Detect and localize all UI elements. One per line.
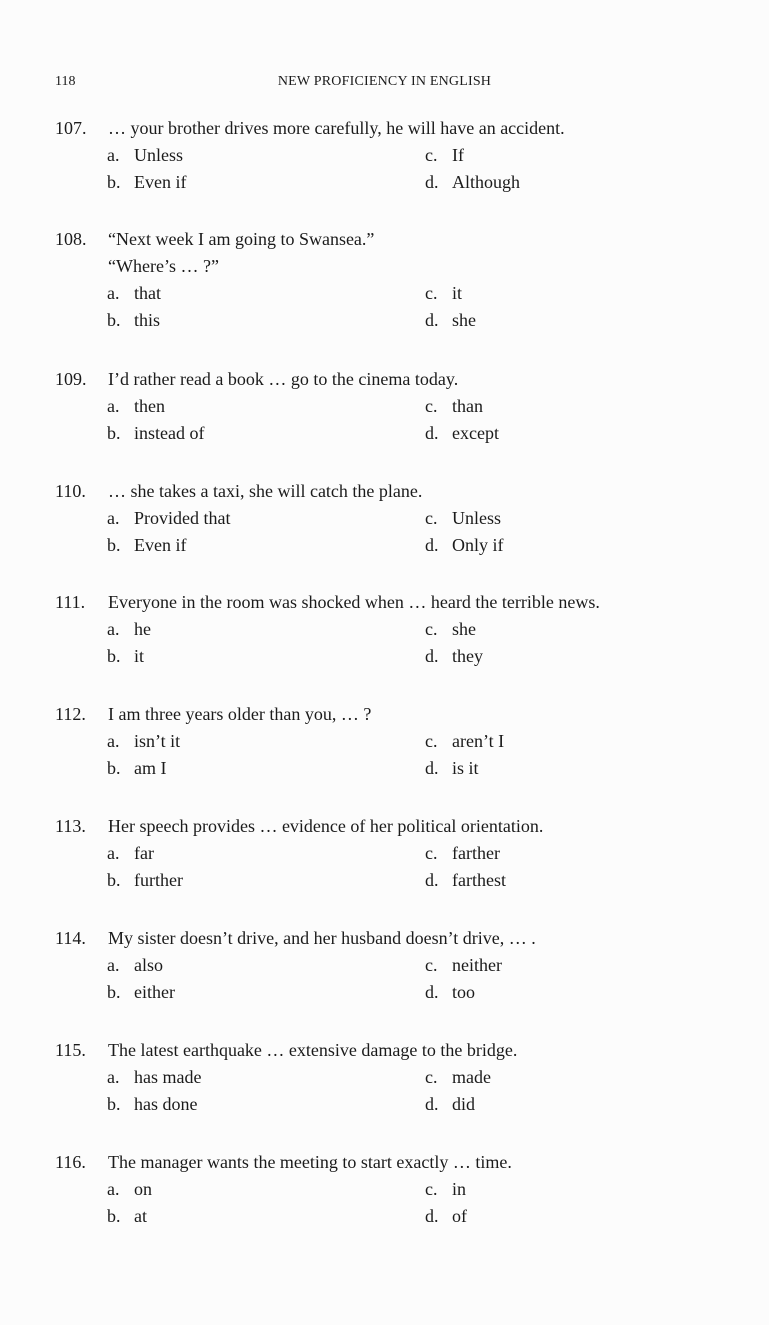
option-b: b. this — [107, 310, 161, 330]
option-d: d. she — [425, 310, 476, 330]
question-text: Everyone in the room was shocked when … heard the terrible news. — [108, 592, 600, 612]
answer-options — [55, 616, 765, 672]
question-108 — [55, 226, 765, 336]
option-a: a. has made — [107, 1067, 202, 1087]
question-111 — [55, 589, 765, 672]
option-d: d. except — [425, 423, 499, 443]
answer-options — [55, 393, 765, 449]
question-number: 111. — [55, 592, 86, 612]
question-text: I am three years older than you, … ? — [108, 704, 372, 724]
option-c: c. made — [425, 1067, 491, 1087]
answer-options — [55, 728, 765, 784]
answer-options — [55, 505, 765, 561]
question-text: Her speech provides … evidence of her political orientation. — [108, 816, 544, 836]
question-stem-continued — [55, 253, 765, 280]
answer-options — [55, 1064, 765, 1120]
question-text: “Where’s … ?” — [108, 256, 219, 276]
question-text: The manager wants the meeting to start exactly … time. — [108, 1152, 512, 1172]
answer-options — [55, 142, 765, 198]
question-stem — [55, 478, 765, 505]
question-number: 112. — [55, 704, 86, 724]
option-a: a. on — [107, 1179, 152, 1199]
question-number: 115. — [55, 1040, 86, 1060]
option-d: d. farthest — [425, 870, 506, 890]
option-a: a. also — [107, 955, 163, 975]
option-b: b. either — [107, 982, 175, 1002]
option-b: b. Even if — [107, 172, 187, 192]
option-b: b. at — [107, 1206, 147, 1226]
question-114 — [55, 925, 765, 1008]
option-c: c. in — [425, 1179, 467, 1199]
question-text: … your brother drives more carefully, he will have an accident. — [108, 118, 565, 138]
question-113 — [55, 813, 765, 896]
question-stem — [55, 1037, 765, 1064]
question-number: 114. — [55, 928, 86, 948]
page-number: 118 — [55, 74, 76, 89]
option-a: a. isn’t it — [107, 731, 181, 751]
option-d: d. Only if — [425, 535, 504, 555]
question-number: 107. — [55, 118, 87, 138]
option-a: a. that — [107, 283, 161, 303]
question-number: 116. — [55, 1152, 86, 1172]
question-text: “Next week I am going to Swansea.” — [108, 229, 375, 249]
option-d: d. Although — [425, 172, 521, 192]
answer-options — [55, 840, 765, 896]
question-112 — [55, 701, 765, 784]
answer-options — [55, 1176, 765, 1232]
option-a: a. Provided that — [107, 508, 231, 528]
running-title: NEW PROFICIENCY IN ENGLISH — [277, 74, 492, 89]
option-b: b. Even if — [107, 535, 187, 555]
option-c: c. Unless — [425, 508, 501, 528]
question-text: The latest earthquake … extensive damage to the bridge. — [108, 1040, 518, 1060]
question-107 — [55, 115, 765, 198]
option-d: d. too — [425, 982, 476, 1002]
question-stem — [55, 366, 765, 393]
option-b: b. further — [107, 870, 183, 890]
option-d: d. they — [425, 646, 483, 666]
option-c: c. than — [425, 396, 483, 416]
option-b: b. am I — [107, 758, 167, 778]
option-d: d. is it — [425, 758, 479, 778]
question-text: My sister doesn’t drive, and her husband doesn’t drive, … . — [108, 928, 536, 948]
question-110 — [55, 478, 765, 561]
question-stem — [55, 701, 765, 728]
question-115 — [55, 1037, 765, 1120]
question-stem — [55, 925, 765, 952]
option-d: d. did — [425, 1094, 476, 1114]
question-number: 113. — [55, 816, 86, 836]
option-d: d. of — [425, 1206, 467, 1226]
option-c: c. she — [425, 619, 476, 639]
question-116 — [55, 1149, 765, 1232]
option-a: a. far — [107, 843, 154, 863]
question-stem — [55, 813, 765, 840]
question-109 — [55, 366, 765, 449]
option-c: c. farther — [425, 843, 500, 863]
question-number: 109. — [55, 369, 87, 389]
question-number: 108. — [55, 229, 87, 249]
option-c: c. neither — [425, 955, 502, 975]
option-b: b. instead of — [107, 423, 205, 443]
option-c: c. If — [425, 145, 464, 165]
answer-options — [55, 952, 765, 1008]
question-number: 110. — [55, 481, 86, 501]
option-c: c. aren’t I — [425, 731, 505, 751]
option-a: a. Unless — [107, 145, 183, 165]
question-stem — [55, 115, 765, 142]
question-stem — [55, 226, 765, 253]
option-b: b. has done — [107, 1094, 198, 1114]
question-text: … she takes a taxi, she will catch the plane. — [108, 481, 423, 501]
option-b: b. it — [107, 646, 145, 666]
option-a: a. he — [107, 619, 151, 639]
option-a: a. then — [107, 396, 165, 416]
question-stem — [55, 589, 765, 616]
answer-options — [55, 280, 765, 336]
option-c: c. it — [425, 283, 463, 303]
question-stem — [55, 1149, 765, 1176]
question-text: I’d rather read a book … go to the cinema today. — [108, 369, 459, 389]
